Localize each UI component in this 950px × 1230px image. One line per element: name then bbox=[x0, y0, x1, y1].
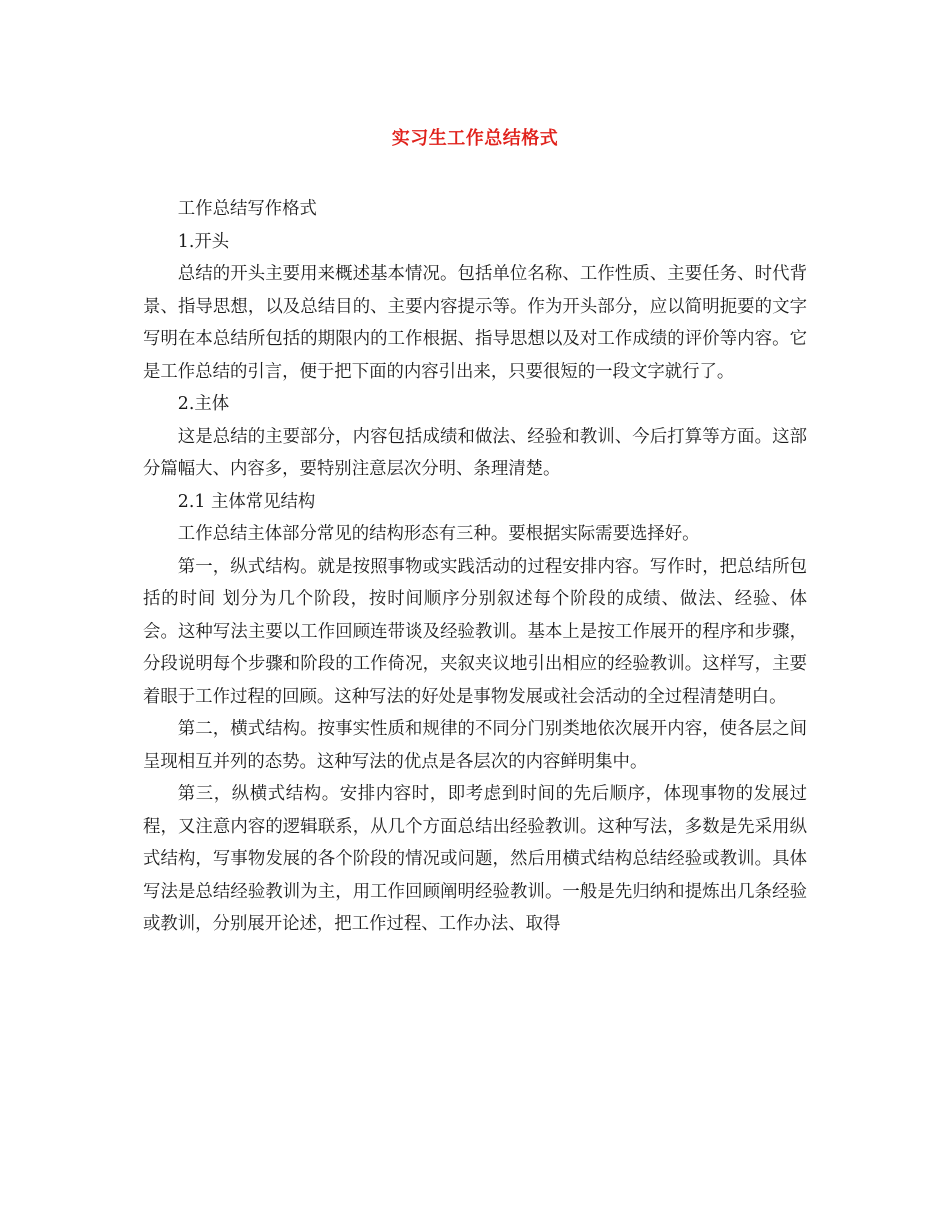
section-heading: 工作总结写作格式 bbox=[177, 199, 317, 219]
subsection-heading: 2.主体 bbox=[177, 394, 230, 414]
document-title: 实习生工作总结格式 bbox=[391, 128, 559, 149]
subsection-heading: 2.1 主体常见结构 bbox=[177, 491, 316, 512]
body-paragraph: 这是总结的主要部分，内容包括成绩和做法、经验和教训、今后打算等方面。这部分篇幅大、内容多，要特别注意层次分明、条理清楚。 bbox=[143, 426, 807, 479]
body-paragraph: 第三，纵横式结构。安排内容时，即考虑到时间的先后顺序，体现事物的发展过程，又注意内容的逻辑联系，从几个方面总结出经验教训。这种写法，多数是先采用纵式结构，写事物发展的各个阶段的情况或问题，然后用横式结构总结经验或教训。具体写法是总结经验教训为主，用工作回顾阐明经验教训。一般是先归纳和提炼出几条经验或教训，分别展开论述，把工作过程、工作办法、取得 bbox=[143, 784, 807, 934]
body-paragraph: 第二，横式结构。按事实性质和规律的不同分门别类地依次展开内容，使各层之间呈现相互并列的态势。这种写法的优点是各层次的内容鲜明集中。 bbox=[143, 719, 807, 772]
body-paragraph: 总结的开头主要用来概述基本情况。包括单位名称、工作性质、主要任务、时代背景、指导思想，以及总结目的、主要内容提示等。作为开头部分，应以简明扼要的文字写明在本总结所包括的期限内的工作根据、指导思想以及对工作成绩的评价等内容。它是工作总结的引言，便于把下面的内容引出来，只要很短的一段文字就行了。 bbox=[143, 264, 807, 382]
body-paragraph: 第一，纵式结构。就是按照事物或实践活动的过程安排内容。写作时，把总结所包括的时间 划分为几个阶段，按时间顺序分别叙述每个阶段的成绩、做法、经验、体会。这种写法主要以工作回顾连带谈及经验教训。基本上是按工作展开的程序和步骤，分段说明每个步骤和阶段的工作倚况，夹叙夹议地引出相应的经验教训。这样写，主要着眼于工作过程的回顾。这种写法的好处是事物发展或社会活动的全过程清楚明白。 bbox=[143, 556, 807, 707]
body-paragraph: 工作总结主体部分常见的结构形态有三种。要根据实际需要选择好。 bbox=[177, 524, 700, 544]
subsection-heading: 1.开头 bbox=[177, 231, 230, 252]
document-body bbox=[143, 193, 807, 941]
